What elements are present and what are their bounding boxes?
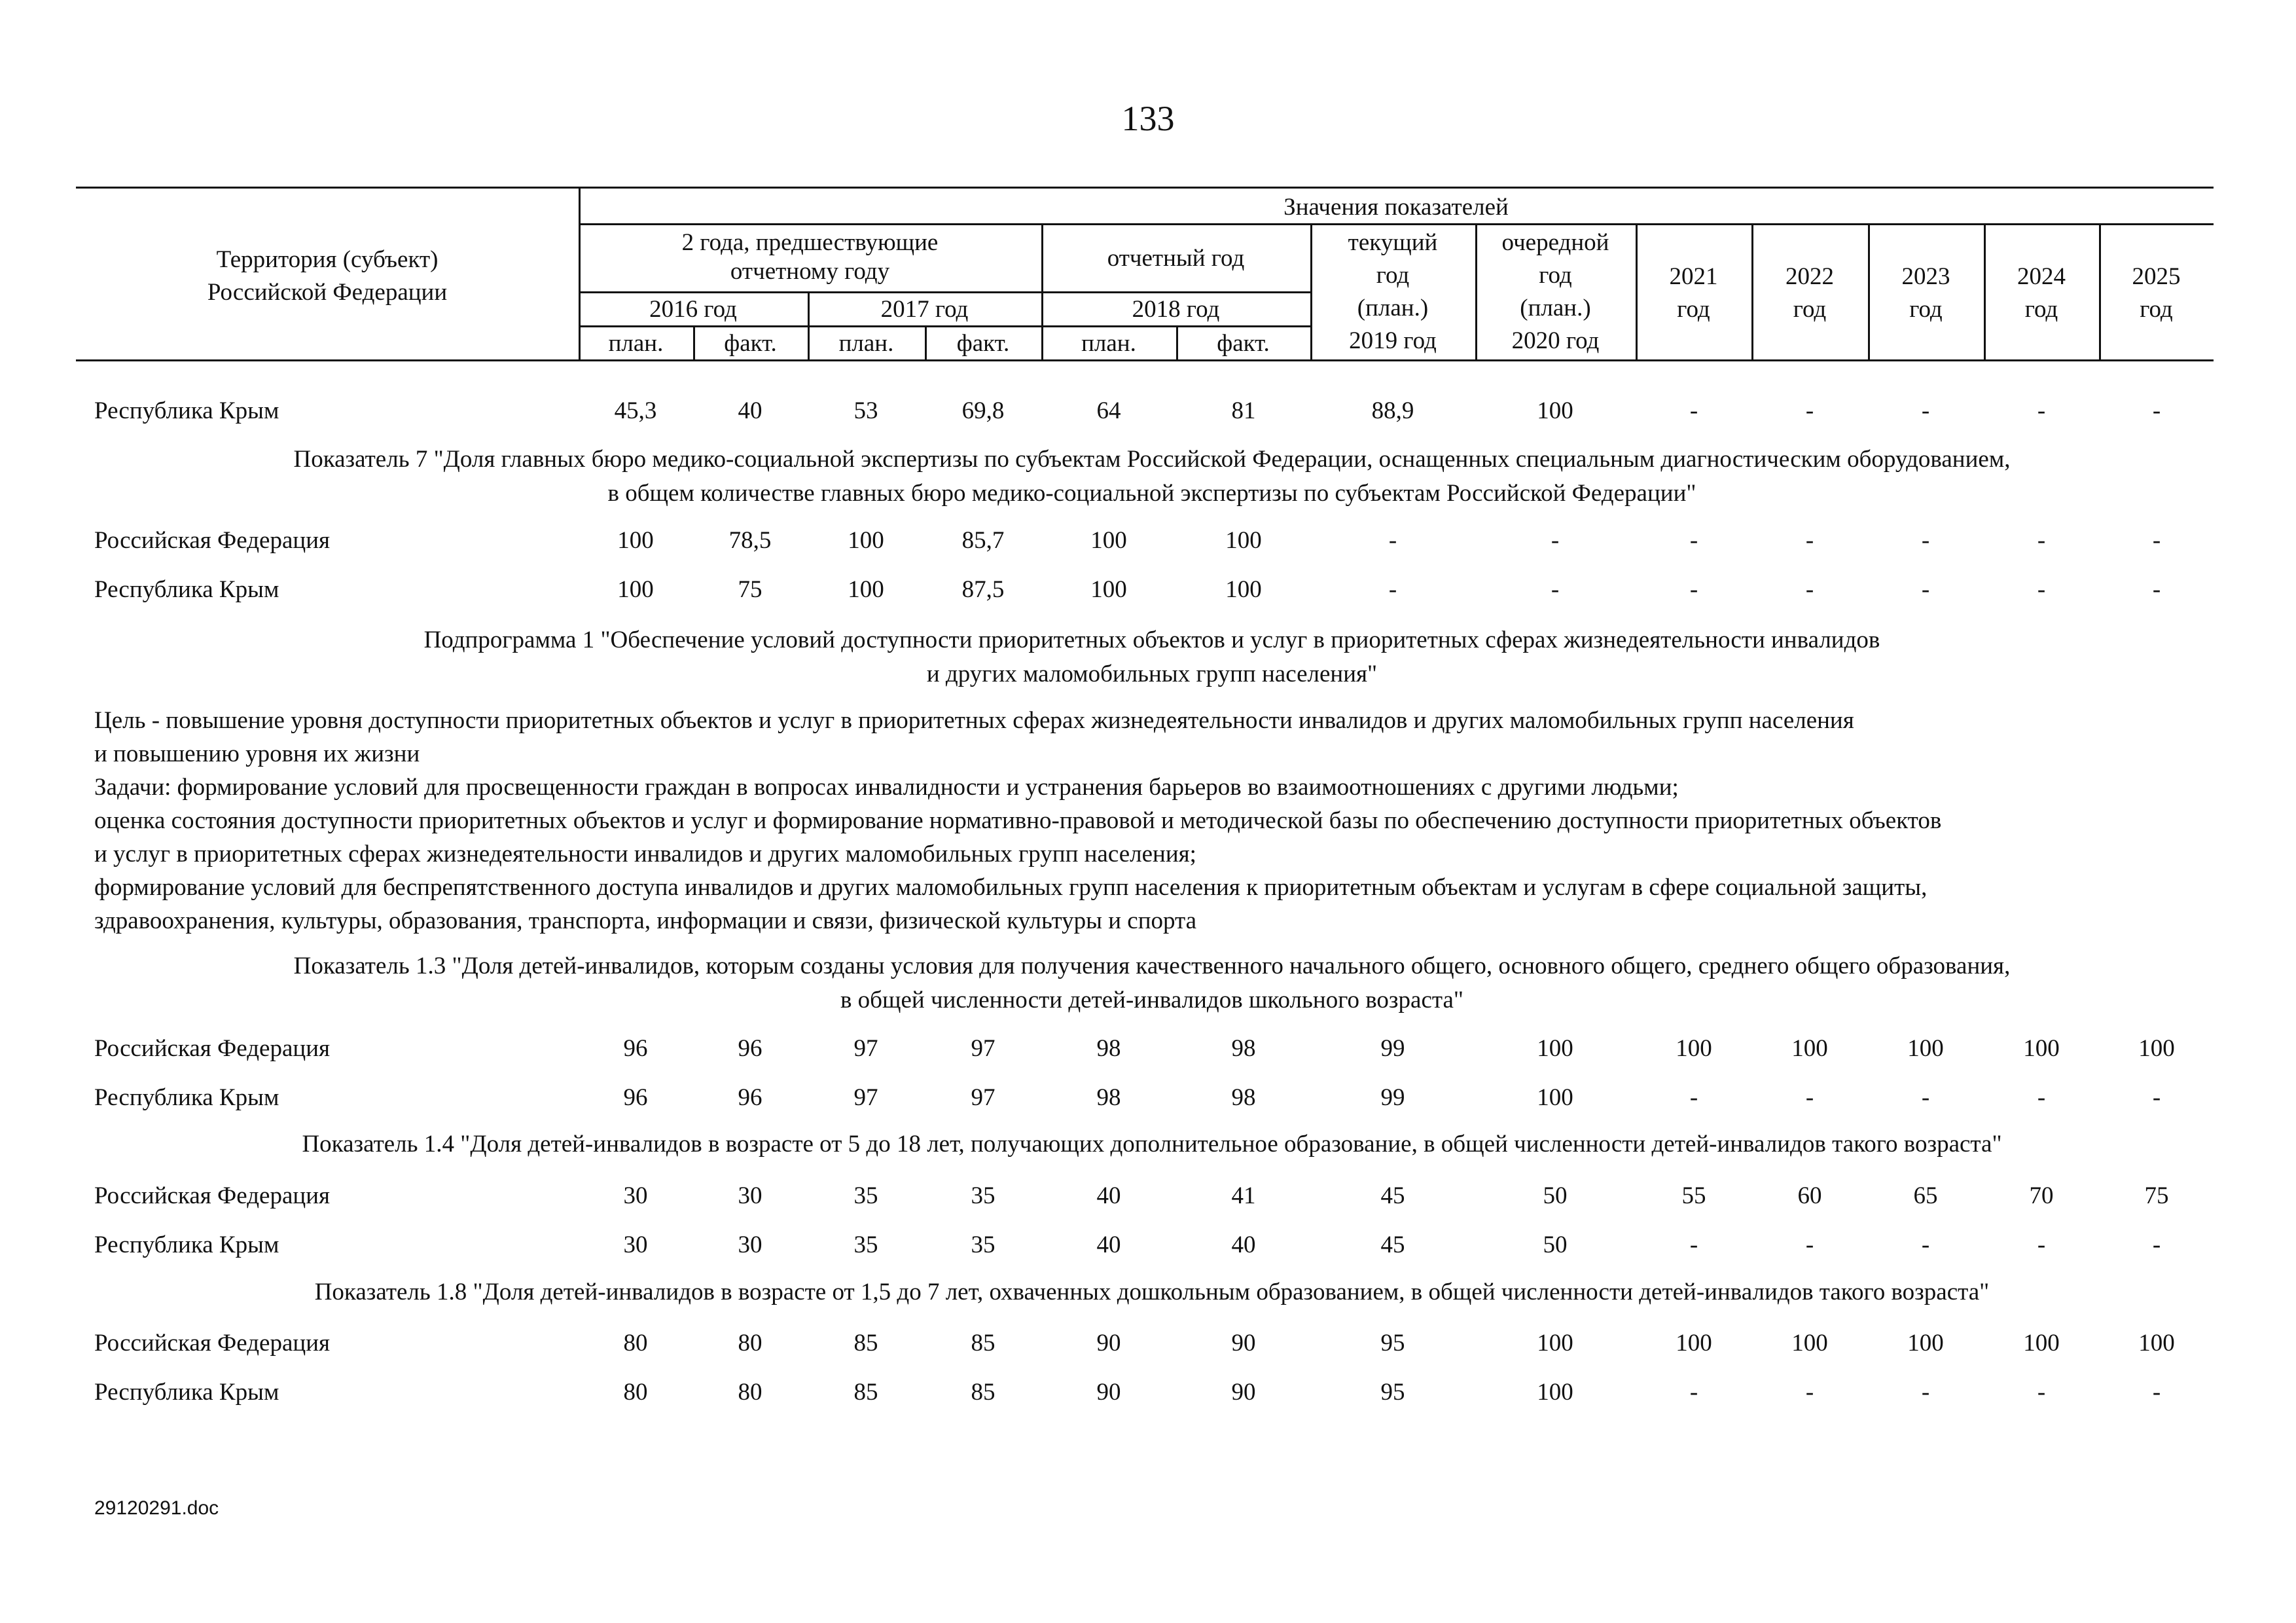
row-value: 40 <box>738 397 762 424</box>
future-year-header <box>1984 261 2099 326</box>
prev-years-line1: 2 года, предшествующие <box>681 229 939 256</box>
row-value: 100 <box>1907 1330 1944 1357</box>
row-value: 30 <box>738 1231 762 1258</box>
current-year-line: год <box>1376 262 1410 289</box>
row-value: 100 <box>1676 1035 1712 1062</box>
header-top-rule <box>76 187 2214 189</box>
next-year-line: 2020 год <box>1511 327 1600 354</box>
row-value: - <box>1551 527 1560 554</box>
future-year-god: год <box>1677 296 1710 323</box>
row-value: 100 <box>2023 1035 2060 1062</box>
row-value: 41 <box>1231 1182 1256 1209</box>
row-value: - <box>1921 1084 1930 1111</box>
row-value: 100 <box>1537 1084 1573 1111</box>
row-value: - <box>1805 1379 1814 1406</box>
row-value: 100 <box>1090 576 1127 603</box>
row-value: 50 <box>1543 1231 1568 1258</box>
row-value: 80 <box>623 1379 648 1406</box>
subprogram-text-line: здравоохранения, культуры, образования, транспорта, информации и связи, физической культуры и спорта <box>94 907 1197 934</box>
future-year-header <box>1636 261 1751 326</box>
row-value: 96 <box>623 1035 648 1062</box>
subprogram-title: Подпрограмма 1 "Обеспечение условий доступности приоритетных объектов и услуг в приоритетных сферах жизнедеятельности инвалидов <box>423 627 1880 653</box>
subprogram-text-line: Задачи: формирование условий для просвещенности граждан в вопросах инвалидности и устранения барьеров во взаимоотношениях с другими людьми; <box>94 774 1679 801</box>
row-value: 30 <box>623 1182 648 1209</box>
row-value: 40 <box>1231 1231 1256 1258</box>
row-value: - <box>1921 397 1930 424</box>
indicator-caption: Показатель 1.4 "Доля детей-инвалидов в возрасте от 5 до 18 лет, получающих дополнительное образование, в общей численности детей-инвалидов такого возраста" <box>302 1131 2002 1158</box>
next-year-line: (план.) <box>1520 295 1591 321</box>
row-value: 35 <box>853 1182 878 1209</box>
indicator-caption: Показатель 1.8 "Доля детей-инвалидов в возрасте от 1,5 до 7 лет, охваченных дошкольным образованием, в общей численности детей-инвалидов такого возраста" <box>314 1279 1990 1305</box>
plan-header: план. <box>838 330 894 357</box>
row-value: 50 <box>1543 1182 1568 1209</box>
row-value: 80 <box>738 1330 762 1357</box>
row-value: 55 <box>1681 1182 1706 1209</box>
row-value: 98 <box>1231 1084 1256 1111</box>
row-value: 85,7 <box>961 527 1005 554</box>
row-value: - <box>1921 576 1930 603</box>
indicator-caption: Показатель 7 "Доля главных бюро медико-социальной экспертизы по субъектам Российской Федерации, оснащенных специальным диагностическим оборудованием, <box>293 446 2011 473</box>
row-value: - <box>1921 1379 1930 1406</box>
row-value: - <box>1689 1231 1698 1258</box>
row-value: - <box>2152 397 2161 424</box>
row-value: 30 <box>623 1231 648 1258</box>
values-title: Значения показателей <box>1283 194 1509 221</box>
row-value: 85 <box>853 1379 878 1406</box>
future-year-god: год <box>2024 296 2058 323</box>
future-year-number: 2023 <box>1901 263 1950 290</box>
row-value: - <box>1805 1084 1814 1111</box>
year-2018-header: 2018 год <box>1132 296 1220 323</box>
row-label: Российская Федерация <box>94 1182 331 1209</box>
row-value: 78,5 <box>728 527 772 554</box>
row-value: 100 <box>617 576 654 603</box>
row-value: - <box>2152 1084 2161 1111</box>
row-value: 75 <box>738 576 762 603</box>
plan-header: план. <box>608 330 664 357</box>
row-value: 96 <box>623 1084 648 1111</box>
fact-header: факт. <box>956 330 1010 357</box>
row-value: - <box>1805 576 1814 603</box>
row-value: - <box>1921 527 1930 554</box>
reporting-year-header: отчетный год <box>1107 245 1245 272</box>
row-value: 45 <box>1380 1182 1405 1209</box>
row-value: 81 <box>1231 397 1256 424</box>
row-label: Российская Федерация <box>94 1035 331 1062</box>
row-value: 45 <box>1380 1231 1405 1258</box>
row-value: 100 <box>2023 1330 2060 1357</box>
row-value: 90 <box>1096 1379 1121 1406</box>
future-year-number: 2024 <box>2017 263 2066 290</box>
row-value: 90 <box>1231 1379 1256 1406</box>
row-value: - <box>2152 527 2161 554</box>
row-value: 40 <box>1096 1182 1121 1209</box>
row-label: Республика Крым <box>94 397 279 424</box>
row-value: - <box>2152 1379 2161 1406</box>
row-label: Республика Крым <box>94 1231 279 1258</box>
row-value: 100 <box>1225 576 1262 603</box>
row-value: - <box>2037 527 2046 554</box>
row-value: - <box>2037 576 2046 603</box>
current-year-line: 2019 год <box>1349 327 1437 354</box>
row-value: 100 <box>1225 527 1262 554</box>
row-value: 35 <box>853 1231 878 1258</box>
future-year-god: год <box>1909 296 1943 323</box>
future-year-header <box>1751 261 1868 326</box>
territory-header <box>76 244 579 309</box>
row-value: 53 <box>853 397 878 424</box>
row-value: - <box>1689 527 1698 554</box>
indicator-caption: Показатель 1.3 "Доля детей-инвалидов, которым созданы условия для получения качественного начального общего, основного общего, среднего общего образования, <box>293 953 2011 979</box>
row-value: 40 <box>1096 1231 1121 1258</box>
subprogram-text-line: оценка состояния доступности приоритетных объектов и услуг и формирование нормативно-правовой и методической базы по обеспечению доступности приоритетных объектов <box>94 807 1942 834</box>
row-value: 97 <box>853 1084 878 1111</box>
subprogram-text-line: формирование условий для беспрепятственного доступа инвалидов и других маломобильных групп населения к приоритетным объектам и услугам в сфере социальной защиты, <box>94 874 1928 901</box>
current-year-line: (план.) <box>1357 295 1429 321</box>
future-year-god: год <box>1793 296 1827 323</box>
row-value: 70 <box>2029 1182 2054 1209</box>
row-value: 100 <box>1907 1035 1944 1062</box>
row-value: 80 <box>623 1330 648 1357</box>
row-value: 100 <box>848 576 884 603</box>
row-value: 85 <box>853 1330 878 1357</box>
next-year-header <box>1475 227 1636 357</box>
row-value: 98 <box>1231 1035 1256 1062</box>
row-value: 100 <box>1791 1330 1828 1357</box>
subprogram-title: и других маломобильных групп населения" <box>926 661 1378 687</box>
row-value: 80 <box>738 1379 762 1406</box>
row-value: 90 <box>1231 1330 1256 1357</box>
row-value: 100 <box>1090 527 1127 554</box>
current-year-line: текущий <box>1348 229 1438 256</box>
row-value: - <box>1689 1379 1698 1406</box>
row-label: Российская Федерация <box>94 1330 331 1357</box>
row-value: - <box>1689 397 1698 424</box>
year-2016-header: 2016 год <box>649 296 737 323</box>
row-value: - <box>1388 527 1397 554</box>
row-value: - <box>1689 576 1698 603</box>
row-value: - <box>2152 1231 2161 1258</box>
row-value: 100 <box>617 527 654 554</box>
row-value: 85 <box>971 1330 996 1357</box>
row-value: 97 <box>853 1035 878 1062</box>
row-value: - <box>1388 576 1397 603</box>
row-value: 30 <box>738 1182 762 1209</box>
row-value: - <box>1805 527 1814 554</box>
future-year-number: 2025 <box>2132 263 2181 290</box>
subprogram-text-line: и повышению уровня их жизни <box>94 740 420 767</box>
row-value: 60 <box>1797 1182 1822 1209</box>
row-value: 100 <box>1537 1035 1573 1062</box>
row-value: 100 <box>1676 1330 1712 1357</box>
indicator-caption: в общей численности детей-инвалидов школьного возраста" <box>840 987 1464 1013</box>
row-value: - <box>2037 1379 2046 1406</box>
future-year-number: 2021 <box>1669 263 1718 290</box>
row-value: 64 <box>1096 397 1121 424</box>
row-value: 35 <box>971 1231 996 1258</box>
row-value: - <box>1689 1084 1698 1111</box>
row-value: 99 <box>1380 1084 1405 1111</box>
year-2017-header: 2017 год <box>880 296 969 323</box>
row-label: Российская Федерация <box>94 527 331 554</box>
row-value: - <box>1551 576 1560 603</box>
row-label: Республика Крым <box>94 576 279 603</box>
row-value: 45,3 <box>614 397 657 424</box>
row-value: 87,5 <box>961 576 1005 603</box>
future-year-god: год <box>2140 296 2173 323</box>
footer-filename: 29120291.doc <box>94 1497 219 1519</box>
row-value: 100 <box>2138 1330 2175 1357</box>
row-value: - <box>2152 576 2161 603</box>
row-value: - <box>2037 1231 2046 1258</box>
row-value: 65 <box>1913 1182 1938 1209</box>
row-value: 100 <box>1537 397 1573 424</box>
row-value: 97 <box>971 1035 996 1062</box>
row-label: Республика Крым <box>94 1379 279 1406</box>
next-year-line: очередной <box>1501 229 1609 256</box>
territory-header-line2: Российской Федерации <box>207 279 448 306</box>
row-value: 85 <box>971 1379 996 1406</box>
row-value: - <box>1805 397 1814 424</box>
future-year-number: 2022 <box>1785 263 1834 290</box>
row-value: 35 <box>971 1182 996 1209</box>
row-value: 96 <box>738 1035 762 1062</box>
row-value: 100 <box>1537 1379 1573 1406</box>
row-value: 100 <box>2138 1035 2175 1062</box>
fact-header: факт. <box>1217 330 1270 357</box>
next-year-line: год <box>1539 262 1572 289</box>
row-value: 98 <box>1096 1035 1121 1062</box>
fact-header: факт. <box>724 330 777 357</box>
row-value: 75 <box>2144 1182 2169 1209</box>
row-value: 90 <box>1096 1330 1121 1357</box>
row-value: 98 <box>1096 1084 1121 1111</box>
subprogram-text-line: Цель - повышение уровня доступности приоритетных объектов и услуг в приоритетных сферах жизнедеятельности инвалидов и других маломобильных групп населения <box>94 707 1854 734</box>
row-value: - <box>2037 397 2046 424</box>
row-value: 100 <box>1537 1330 1573 1357</box>
future-year-header <box>2099 261 2214 326</box>
row-label: Республика Крым <box>94 1084 279 1111</box>
indicator-caption: в общем количестве главных бюро медико-социальной экспертизы по субъектам Российской Федерации" <box>607 480 1696 507</box>
row-value: - <box>2037 1084 2046 1111</box>
prev-years-header <box>579 227 1041 288</box>
page-number: 133 <box>1121 99 1175 138</box>
future-year-header <box>1868 261 1984 326</box>
current-year-header <box>1310 227 1475 357</box>
row-value: 88,9 <box>1371 397 1414 424</box>
row-value: 100 <box>848 527 884 554</box>
territory-header-line1: Территория (субъект) <box>216 246 439 273</box>
subprogram-text-line: и услуг в приоритетных сферах жизнедеятельности инвалидов и других маломобильных групп населения; <box>94 841 1196 867</box>
row-value: - <box>1921 1231 1930 1258</box>
row-value: 69,8 <box>961 397 1005 424</box>
row-value: 100 <box>1791 1035 1828 1062</box>
row-value: 95 <box>1380 1379 1405 1406</box>
prev-years-line2: отчетному году <box>730 258 890 285</box>
row-value: 96 <box>738 1084 762 1111</box>
row-value: 99 <box>1380 1035 1405 1062</box>
row-value: 95 <box>1380 1330 1405 1357</box>
row-value: 97 <box>971 1084 996 1111</box>
plan-header: план. <box>1081 330 1136 357</box>
row-value: - <box>1805 1231 1814 1258</box>
